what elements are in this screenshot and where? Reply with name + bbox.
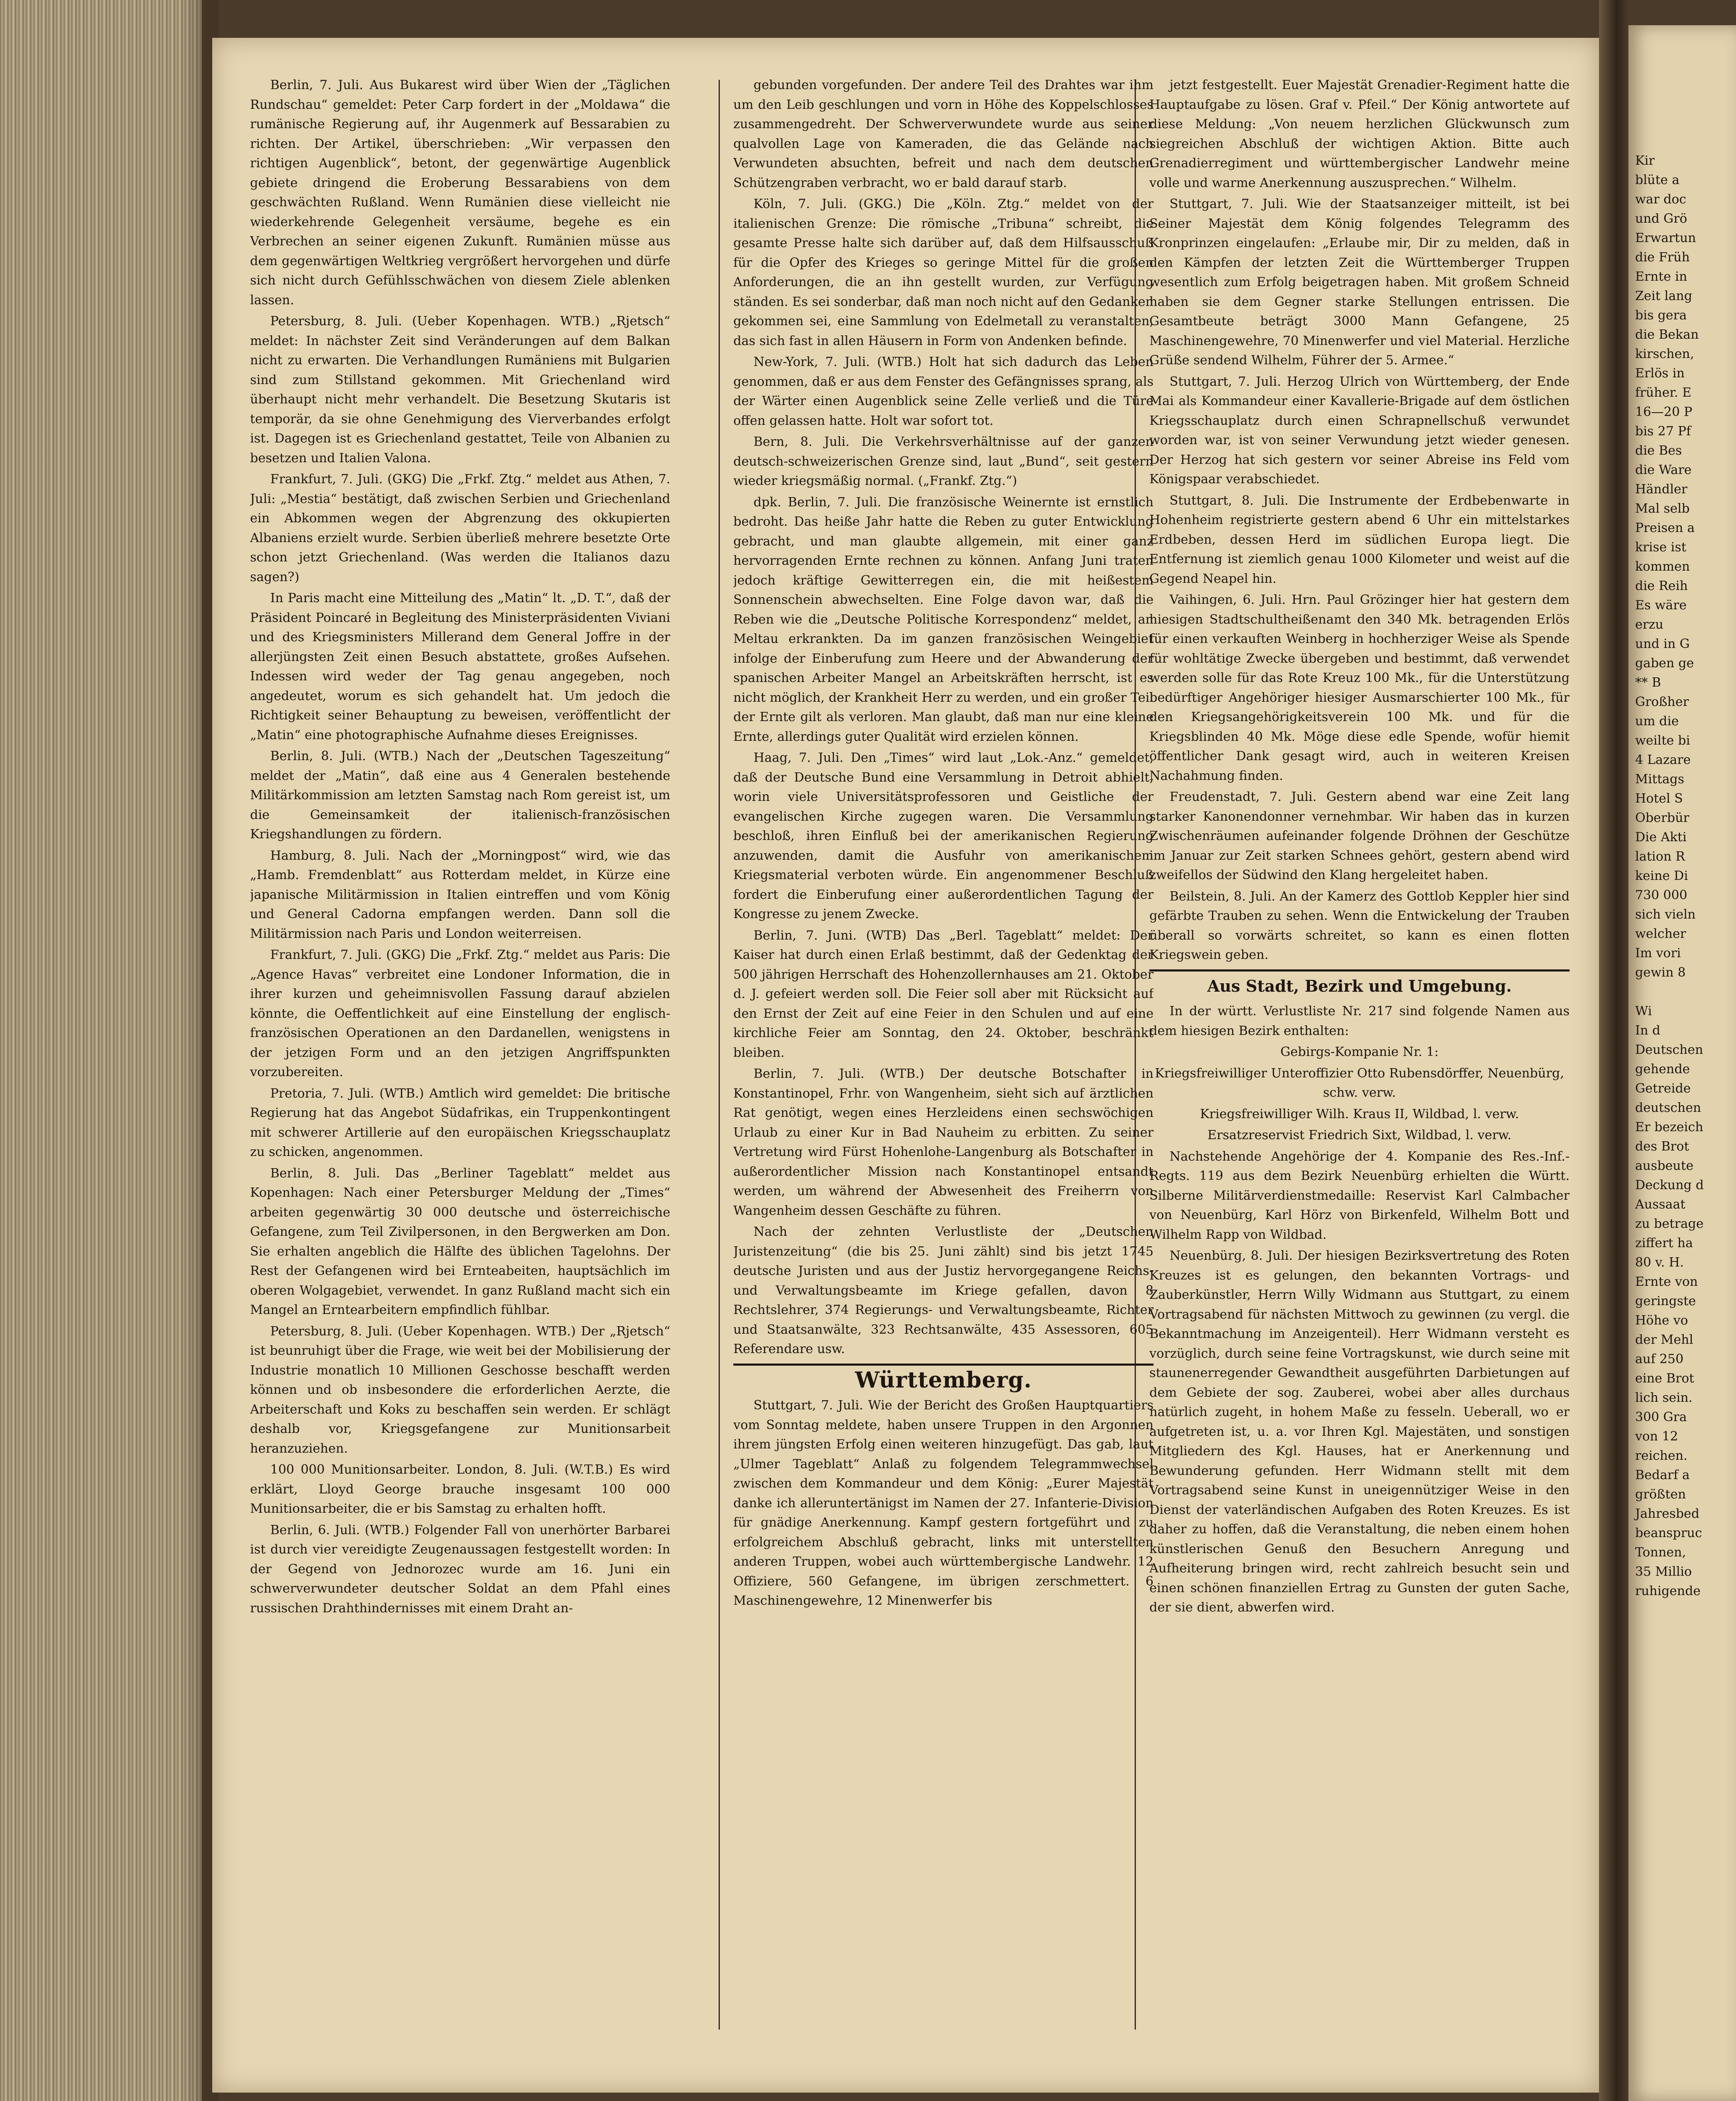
article-paragraph: Gebirgs-Kompanie Nr. 1: — [1280, 1045, 1439, 1059]
next-page-line: Mal selb — [1635, 501, 1690, 516]
article-paragraph: Neuenbürg, 8. Juli. Der hiesigen Bezirksvertretung des Roten Kreuzes ist es gelungen, den bekannten Vortrags- und Zauberkünstler, Herrn Willy Widmann aus Stuttgart, zu einem Vortragsabend für nächsten Mittwoch zu gewinnen (zu vergl. die Bekanntmachung im Anzeigenteil). Herr Widmann versteht es vorzüglich, durch seine feine Vortragskunst, wie durch seine mit staunenerregender Gewandtheit ausgeführten Darbietungen auf dem Gebiete der sog. Zauberei, wobei aber alles durchaus natürlich zugeht, in hohem Maße zu fesseln. Ueberall, wo er aufgetreten ist, u. a. vor Ihren Kgl. Majestäten, und sonstigen Mitgliedern des Kgl. Hauses, hat er Anerkennung und Bewunderung gefunden. Herr Widmann stellt mit dem Vortragsabend seine Kunst in uneigennütziger Weise in den Dienst der vaterländischen Aufgaben des Roten Kreuzes. Es ist daher zu hoffen, daß die Veranstaltung, die neben einem hohen künstlerischen Genuß den Besuchern Anregung und Aufheiterung bringen wird, recht zahlreich besucht sein und einen schönen finanziellen Ertrag zu Gunsten der guten Sache, der sie dient, abwerfen wird. — [1149, 1248, 1570, 1615]
next-page-line: Wi — [1635, 1004, 1652, 1019]
next-page-line: Die Akti — [1635, 830, 1687, 845]
next-page-line: gehende — [1635, 1062, 1690, 1077]
next-page-line: Ernte von — [1635, 1274, 1698, 1289]
next-page-line: kirschen, — [1635, 347, 1694, 361]
next-page-line: 80 v. H. — [1635, 1255, 1684, 1270]
next-page-line: Es wäre — [1635, 598, 1687, 613]
next-page-line: gewin 8 — [1635, 965, 1686, 980]
column-3 — [1149, 76, 1570, 2034]
next-page-line: welcher — [1635, 927, 1686, 941]
next-page-line: kommen — [1635, 559, 1690, 574]
article-paragraph: Berlin, 6. Juli. (WTB.) Folgender Fall von unerhörter Barbarei ist durch vier vereidigte Zeugenaussagen festgestellt worden: In der Gegend von Jednorozec wurde am 16. Juni ein schwerverwundeter deutscher Soldat an dem Pfahl eines russischen Drahthindernisses mit einem Draht an- — [250, 1522, 670, 1616]
next-page-line: sich vieln — [1635, 907, 1696, 922]
next-page-line: ruhigende — [1635, 1584, 1701, 1598]
next-page-line: keine Di — [1635, 869, 1688, 883]
next-page-line: war doc — [1635, 192, 1686, 207]
article-paragraph: Bern, 8. Juli. Die Verkehrsverhältnisse auf der ganzen deutsch-schweizerischen Grenze sind, laut „Bund“, seit gestern wieder kriegsmäßig normal. („Frankf. Ztg.“) — [733, 434, 1154, 488]
next-page-line: um die — [1635, 714, 1679, 729]
article-paragraph: Nach der zehnten Verlustliste der „Deutschen Juristenzeitung“ (die bis 25. Juni zählt) sind bis jetzt 1745 deutsche Juristen und aus der Justiz hervorgegangene Reichs- und Verwaltungsbeamte im Kriege gefallen, davon 8 Rechtslehrer, 374 Regierungs- und Verwaltungsbeamte, Richter und Staatsanwälte, 323 Rechtsanwälte, 435 Assessoren, 605 Referendare usw. — [733, 1224, 1154, 1356]
next-page-line: Bedarf a — [1635, 1468, 1690, 1482]
next-page-line: bis gera — [1635, 308, 1687, 323]
next-page-edge — [1628, 25, 1736, 2101]
next-page-line: ziffert ha — [1635, 1236, 1693, 1251]
article-paragraph: Haag, 7. Juli. Den „Times“ wird laut „Lok.-Anz.“ gemeldet, daß der Deutsche Bund eine Versammlung in Detroit abhielt, worin viele Universitätsprofessoren und Geistliche der evangelischen Kirche zugegen waren. Die Versammlung beschloß, ihren Einfluß bei der amerikanischen Regierung anzuwenden, damit die Ausfuhr von amerikanischem Kriegsmaterial verboten würde. Ein angenommener Beschluß fordert die Einberufung einer außerordentlichen Tagung der Kongresse zu jenem Zwecke. — [733, 750, 1154, 921]
next-page-line: und Grö — [1635, 211, 1687, 226]
article-paragraph: Stuttgart, 7. Juli. Wie der Bericht des Großen Hauptquartiers vom Sonntag meldete, haben unsere Truppen in den Argonnen ihrem jüngsten Erfolg einen weiteren hinzugefügt. Das gab, laut „Ulmer Tageblatt“ Anlaß zu folgendem Telegrammwechsel zwischen dem Kommandeur und dem König: „Eurer Majestät danke ich alleruntertänigst im Namen der 27. Infanterie-Division für gnädige Anerkennung. Kampf gestern fortgeführt und zu erfolgreichem Abschluß gebracht, links mit unterstellten anderen Truppen, wobei auch württembergische Landwehr. 12 Offiziere, 560 Gefangene, im übrigen zerschmettert. 6 Maschinengewehre, 12 Minenwerfer bis — [733, 1398, 1154, 1608]
article-paragraph: Hamburg, 8. Juli. Nach der „Morningpost“ wird, wie das „Hamb. Fremdenblatt“ aus Rotterdam meldet, in Kürze eine japanische Militärmission in Italien eintreffen und vom König und General Cadorna empfangen werden. Dann soll die Militärmission nach Paris und London weiterreisen. — [250, 848, 670, 941]
article-paragraph: Berlin, 7. Juli. (WTB.) Der deutsche Botschafter in Konstantinopel, Frhr. von Wangenheim, sieht sich auf ärztlichen Rat genötigt, wegen eines Herzleidens einen sechswöchigen Urlaub zu einer Kur in Bad Nauheim zu erbitten. Zu seiner Vertretung wird Fürst Hohenlohe-Langenburg als Botschafter in außerordentlicher Mission nach Konstantinopel entsandt werden, um während der Abwesenheit des Freiherrn von Wangenheim dessen Geschäfte zu führen. — [733, 1066, 1154, 1218]
next-page-line: blüte a — [1635, 173, 1680, 187]
next-page-line: die Ware — [1635, 463, 1692, 477]
next-page-line: Er bezeich — [1635, 1120, 1704, 1135]
next-page-line: Hotel S — [1635, 791, 1683, 806]
next-page-line: lich sein. — [1635, 1390, 1693, 1405]
article-paragraph: Pretoria, 7. Juli. (WTB.) Amtlich wird gemeldet: Die britische Regierung hat das Angebot Südafrikas, ein Truppenkontingent mit schwerer Artillerie auf den europäischen Kriegsschauplatz zu schicken, angenommen. — [250, 1086, 670, 1159]
article-paragraph: In Paris macht eine Mitteilung des „Matin“ lt. „D. T.“, daß der Präsident Poincaré in Begleitung des Ministerpräsidenten Viviani und des Kriegsministers Millerand dem General Joffre in der allerjüngsten Zeit einen Besuch abstattete, großes Aufsehen. Indessen wird weder der Tag genau angegeben, noch angedeutet, worum es sich gehandelt hat. Um jedoch die Richtigkeit seiner Behauptung zu beweisen, veröffentlicht der „Matin“ eine photographische Aufnahme dieses Ereignisses. — [250, 591, 670, 742]
next-page-line: früher. E — [1635, 385, 1691, 400]
next-page-line: 35 Millio — [1635, 1564, 1692, 1579]
article-paragraph: Frankfurt, 7. Juli. (GKG) Die „Frkf. Ztg.“ meldet aus Paris: Die „Agence Havas“ verbreitet eine Londoner Information, die in ihrer kurzen und geheimnisvollen Fassung darauf abzielen könnte, die Oeffentlichkeit auf eine Einstellung der englisch-französischen Operationen an den Dardanellen, wenigstens in der jetzigen Form und an den jetzigen Angriffspunkten vorzubereiten. — [250, 948, 670, 1079]
next-page-line: Kir — [1635, 153, 1655, 168]
next-page-line: ausbeute — [1635, 1158, 1694, 1173]
next-page-line: Mittags — [1635, 772, 1684, 787]
next-page-text — [1635, 151, 1736, 1601]
next-page-line: Jahresbed — [1635, 1506, 1699, 1521]
next-page-line: lation R — [1635, 849, 1685, 864]
article-paragraph: gebunden vorgefunden. Der andere Teil des Drahtes war ihm um den Leib geschlungen und vorn in Höhe des Koppelschlosses zusammengedreht. Der Schwerverwundete wurde aus seiner qualvollen Lage von Kameraden, die das Gelände nach Verwundeten absuchten, befreit und nach dem deutschen Schützengraben verbracht, wo er bald darauf starb. — [733, 78, 1154, 190]
next-page-line: bis 27 Pf — [1635, 424, 1691, 439]
next-page-line: eine Brot — [1635, 1371, 1694, 1386]
section-title-wuerttemberg: Württemberg. — [733, 1364, 1154, 1390]
article-paragraph: Kriegsfreiwilliger Unteroffizier Otto Rubensdörffer, Neuenbürg, schw. verw. — [1155, 1066, 1564, 1100]
article-paragraph: Stuttgart, 7. Juli. Herzog Ulrich von Württemberg, der Ende Mai als Kommandeur einer Kavallerie-Brigade auf dem östlichen Kriegsschauplatz durch einen Schrapnellschuß verwundet worden war, ist von seiner Verwundung jetzt wieder genesen. Der Herzog hat sich gestern vor seiner Abreise ins Feld vom Königspaar verabschiedet. — [1149, 374, 1570, 487]
next-page-line: auf 250 — [1635, 1352, 1684, 1366]
next-page-line: ** B — [1635, 675, 1661, 690]
next-page-line: Ernte in — [1635, 269, 1687, 284]
article-paragraph: Vaihingen, 6. Juli. Hrn. Paul Grözinger hier hat gestern dem hiesigen Stadtschultheißenamt den 340 Mk. betragenden Erlös für einen verkauften Weinberg in hochherziger Weise als Spende für wohltätige Zwecke übergeben und bestimmt, daß verwendet werden solle für das Rote Kreuz 100 Mk., für die Unterstützung bedürftiger Angehöriger hiesiger Ausmarschierter 100 Mk., für den Kriegsangehörigkeitsverein 100 Mk. und für die Kriegsblinden 40 Mk. Möge diese edle Spende, wofür hiemit öffentlicher Dank gesagt wird, auch in weiteren Kreisen Nachahmung finden. — [1149, 592, 1570, 783]
article-paragraph: Freudenstadt, 7. Juli. Gestern abend war eine Zeit lang starker Kanonendonner vernehmbar. Wir haben das in kurzen Zwischenräumen aufeinander folgende Dröhnen der Geschütze im Januar zur Zeit starken Schnees gehört, gestern abend wird zweifellos der Südwind den Klang hergeleitet haben. — [1149, 790, 1570, 882]
article-paragraph: Petersburg, 8. Juli. (Ueber Kopenhagen. WTB.) Der „Rjetsch“ ist beunruhigt über die Frage, wie weit bei der Mobilisierung der Industrie monatlich 10 Millionen Geschosse beschafft werden können und ob insbesondere die erforderlichen Aerzte, die Arbeiterschaft und Koks zu beschaffen sein werden. Er schlägt deshalb vor, Kriegsgefangene zur Munitionsarbeit heranzuziehen. — [250, 1324, 670, 1456]
article-paragraph: Berlin, 8. Juli. (WTB.) Nach der „Deutschen Tageszeitung“ meldet der „Matin“, daß eine aus 4 Generalen bestehende Militärkommission am letzten Samstag nach Rom gereist ist, um die Gemeinsamkeit der italienisch-französischen Kriegshandlungen zu fördern. — [250, 749, 670, 842]
next-page-line: Deckung d — [1635, 1178, 1704, 1193]
article-paragraph: 100 000 Munitionsarbeiter. London, 8. Juli. (W.T.B.) Es wird erklärt, Lloyd George brauche insgesamt 100 000 Munitionsarbeiter, die er bis Samstag zu erhalten hofft. — [250, 1462, 670, 1516]
next-page-line: In d — [1635, 1023, 1660, 1038]
next-page-line: deutschen — [1635, 1101, 1701, 1115]
next-page-line: Erwartun — [1635, 231, 1696, 245]
next-page-line — [1635, 982, 1736, 1002]
article-paragraph: Kriegsfreiwilliger Wilh. Kraus II, Wildbad, l. verw. — [1200, 1106, 1519, 1122]
next-page-line: erzu — [1635, 617, 1664, 632]
next-page-line: und in G — [1635, 637, 1690, 651]
next-page-line: beanspruc — [1635, 1526, 1702, 1540]
next-page-line: des Brot — [1635, 1139, 1689, 1154]
next-page-line: Deutschen — [1635, 1043, 1703, 1057]
next-page-line: Händler — [1635, 482, 1688, 497]
article-paragraph: dpk. Berlin, 7. Juli. Die französische Weinernte ist ernstlich bedroht. Das heiße Jahr hatte die Reben zu guter Entwicklung gebracht, und man glaubte allgemein, mit einer ganz hervorragenden Ernte rechnen zu können. Anfang Juni traten jedoch kräftige Gewitterregen ein, die mit heißestem Sonnenschein abwechselten. Eine Folge davon war, daß die Reben wie die „Deutsche Politische Korrespondenz“ meldet, an Meltau erkrankten. Da im ganzen französischen Weingebiet infolge der Einberufung zum Heere und der Abwanderung der spanischen Arbeiter Mangel an Arbeitskräften herrscht, ist es nicht möglich, der Krankheit Herr zu werden, und ein großer Teil der Ernte gilt als verloren. Man glaubt, daß man nur eine kleine Ernte, allerdings guter Qualität wird erzielen können. — [733, 495, 1154, 744]
page-gutter — [1599, 0, 1628, 2101]
next-page-line: Getreide — [1635, 1081, 1691, 1096]
next-page-line: Aussaat — [1635, 1197, 1686, 1212]
article-paragraph: Stuttgart, 7. Juli. Wie der Staatsanzeiger mitteilt, ist bei Seiner Majestät dem König folgendes Telegramm des Kronprinzen eingelaufen: „Erlaube mir, Dir zu melden, daß in den Kämpfen der letzten Zeit die Württemberger Truppen wesentlich zum Erfolg beigetragen haben. Mit großem Schneid haben sie dem Gegner starke Stellungen entrissen. Die Gesamtbeute beträgt 3000 Mann Gefangene, 25 Maschinengewehre, 70 Minenwerfer und viel Material. Herzliche Grüße sendend Wilhelm, Führer der 5. Armee.“ — [1149, 197, 1570, 368]
next-page-line: Großher — [1635, 695, 1689, 709]
article-paragraph: Petersburg, 8. Juli. (Ueber Kopenhagen. WTB.) „Rjetsch“ meldet: In nächster Zeit sind Veränderungen auf dem Balkan nicht zu erwarten. Die Verhandlungen Rumäniens mit Bulgarien sind zum Stillstand gekommen. Mit Griechenland wird überhaupt nicht mehr verhandelt. Die Besetzung Skutaris ist temporär, da sie ohne Genehmigung des Vierverbandes erfolgt ist. Dagegen ist es Griechenland gestattet, Teile von Albanien zu besetzen und Italien Valona. — [250, 314, 670, 466]
article-paragraph: Berlin, 7. Juni. (WTB) Das „Berl. Tageblatt“ meldet: Der Kaiser hat durch einen Erlaß bestimmt, daß der Gedenktag der 500 jährigen Herrschaft des Hohenzollernhauses am 21. Oktober d. J. gefeiert werden soll. Die Feier soll aber mit Rücksicht auf den Ernst der Zeit auf eine Feier in den Schulen und auf eine kirchliche Feier am Sonntag, den 24. Oktober, beschränkt bleiben. — [733, 928, 1154, 1060]
next-page-line: Oberbür — [1635, 811, 1689, 825]
column-separator — [719, 80, 720, 2030]
next-page-line: 730 000 — [1635, 888, 1688, 903]
next-page-line: der Mehl — [1635, 1332, 1694, 1347]
next-page-line: Erlös in — [1635, 366, 1685, 381]
section-title-local-news: Aus Stadt, Bezirk und Umgebung. — [1149, 969, 1570, 996]
book-spine — [0, 0, 202, 2101]
next-page-line: krise ist — [1635, 540, 1686, 555]
next-page-line: Höhe vo — [1635, 1313, 1688, 1328]
next-page-line: die Bekan — [1635, 327, 1699, 342]
next-page-line: die Reih — [1635, 579, 1688, 593]
column-1 — [250, 76, 670, 2034]
article-paragraph: Ersatzreservist Friedrich Sixt, Wildbad, l. verw. — [1207, 1128, 1512, 1143]
next-page-line: geringste — [1635, 1294, 1696, 1309]
next-page-line: die Früh — [1635, 250, 1690, 265]
next-page-line: größten — [1635, 1487, 1686, 1502]
next-page-line: 16—20 P — [1635, 405, 1693, 419]
article-paragraph: Berlin, 8. Juli. Das „Berliner Tageblatt“ meldet aus Kopenhagen: Nach einer Petersburger Meldung der „Times“ arbeiten gegenwärtig 30 000 deutsche und österreichische Gefangene, zum Teil Zivilpersonen, in den Bergwerken am Don. Sie erhalten angeblich die Hälfte des üblichen Tagelohns. Der Rest der Gefangenen wird bei Ernteabeiten, hauptsächlich im oberen Wolgagebiet, verwendet. In ganz Rußland macht sich ein Mangel an Erntearbeitern empfindlich fühlbar. — [250, 1166, 670, 1317]
article-paragraph: In der württ. Verlustliste Nr. 217 sind folgende Namen aus dem hiesigen Bezirk enthalten: — [1149, 1004, 1570, 1038]
column-2 — [733, 76, 1154, 2034]
article-paragraph: Stuttgart, 8. Juli. Die Instrumente der Erdbebenwarte in Hohenheim registrierte gestern abend 6 Uhr ein mittelstarkes Erdbeben, dessen Herd im südlichen Europa liegt. Die Entfernung ist ziemlich genau 1000 Kilometer und weist auf die Gegend Neapel hin. — [1149, 493, 1570, 586]
next-page-line: 4 Lazare — [1635, 753, 1691, 767]
next-page-line: zu betrage — [1635, 1216, 1704, 1231]
next-page-line: Im vori — [1635, 946, 1681, 961]
next-page-line: reichen. — [1635, 1448, 1688, 1463]
next-page-line: 300 Gra — [1635, 1410, 1687, 1424]
article-paragraph: Beilstein, 8. Juli. An der Kamerz des Gottlob Keppler hier sind gefärbte Trauben zu sehen. Wenn die Entwickelung der Trauben überall so vorwärts schreitet, so kann es einen flotten Kriegswein geben. — [1149, 889, 1570, 962]
next-page-line: Preisen a — [1635, 521, 1695, 535]
next-page-line: von 12 — [1635, 1429, 1678, 1444]
next-page-line: die Bes — [1635, 443, 1682, 458]
next-page-line: gaben ge — [1635, 656, 1694, 671]
next-page-line: weilte bi — [1635, 733, 1690, 748]
next-page-line: Zeit lang — [1635, 289, 1692, 303]
article-paragraph: Nachstehende Angehörige der 4. Kompanie des Res.-Inf.-Regts. 119 aus dem Bezirk Neuenbürg erhielten die Württ. Silberne Militärverdienstmedaille: Reservist Karl Calmbacher von Neuenbürg, Karl Hörz von Birkenfeld, Wilhelm Bott und Wilhelm Rapp von Wildbad. — [1149, 1149, 1570, 1242]
next-page-line: Tonnen, — [1635, 1545, 1686, 1560]
article-paragraph: jetzt festgestellt. Euer Majestät Grenadier-Regiment hatte die Hauptaufgabe zu lösen. Graf v. Pfeil.“ Der König antwortete auf diese Meldung: „Von neuem herzlichen Glückwunsch zum siegreichen Abschluß der wichtigen Aktion. Bitte auch Grenadierregiment und württembergischer Landwehr meine volle und warme Anerkennung auszusprechen.“ Wilhelm. — [1149, 78, 1570, 190]
article-paragraph: Köln, 7. Juli. (GKG.) Die „Köln. Ztg.“ meldet von der italienischen Grenze: Die römische „Tribuna“ schreibt, die gesamte Presse halte sich darüber auf, daß dem Hilfsausschuß für die Opfer des Krieges so geringe Mittel für die großen Anforderungen, die an ihn gestellt wurden, zur Verfügung ständen. Es sei sonderbar, daß man noch nicht auf den Gedanken gekommen sei, eine Sammlung von Edelmetall zu veranstalten, das sich fast in allen Häusern in Form von Andenken befinde. — [733, 197, 1154, 348]
article-paragraph: Berlin, 7. Juli. Aus Bukarest wird über Wien der „Täglichen Rundschau“ gemeldet: Peter Carp fordert in der „Moldawa“ die rumänische Regierung auf, ihr Augenmerk auf Bessarabien zu richten. Der Artikel, überschrieben: „Wir verpassen den richtigen Augenblick“, betont, der gegenwärtige Augenblick gebiete dringend die Eroberung Bessarabiens von dem geschwächten Rußland. Wenn Rumänien diese vielleicht nie wiederkehrende Gelegenheit versäume, begehe es ein Verbrechen an seiner eigenen Zukunft. Rumänien müsse aus dem gegenwärtigen Weltkrieg vergrößert hervorgehen und dürfe sich nicht durch Gefühlsschwächen von diesem Ziele ablenken lassen. — [250, 78, 670, 308]
article-paragraph: New-York, 7. Juli. (WTB.) Holt hat sich dadurch das Leben genommen, daß er aus dem Fenster des Gefängnisses sprang, als der Wärter einen Augenblick seine Zelle verließ und die Türe offen gelassen hatte. Holt war sofort tot. — [733, 355, 1154, 428]
article-paragraph: Frankfurt, 7. Juli. (GKG) Die „Frkf. Ztg.“ meldet aus Athen, 7. Juli: „Mestia“ bestätigt, daß zwischen Serbien und Griechenland ein Abkommen wegen der Abgrenzung des okkupierten Albaniens erzielt wurde. Serbien überließ mehrere besetzte Orte schon jetzt Griechenland. (Was werden die Italianos dazu sagen?) — [250, 472, 670, 584]
